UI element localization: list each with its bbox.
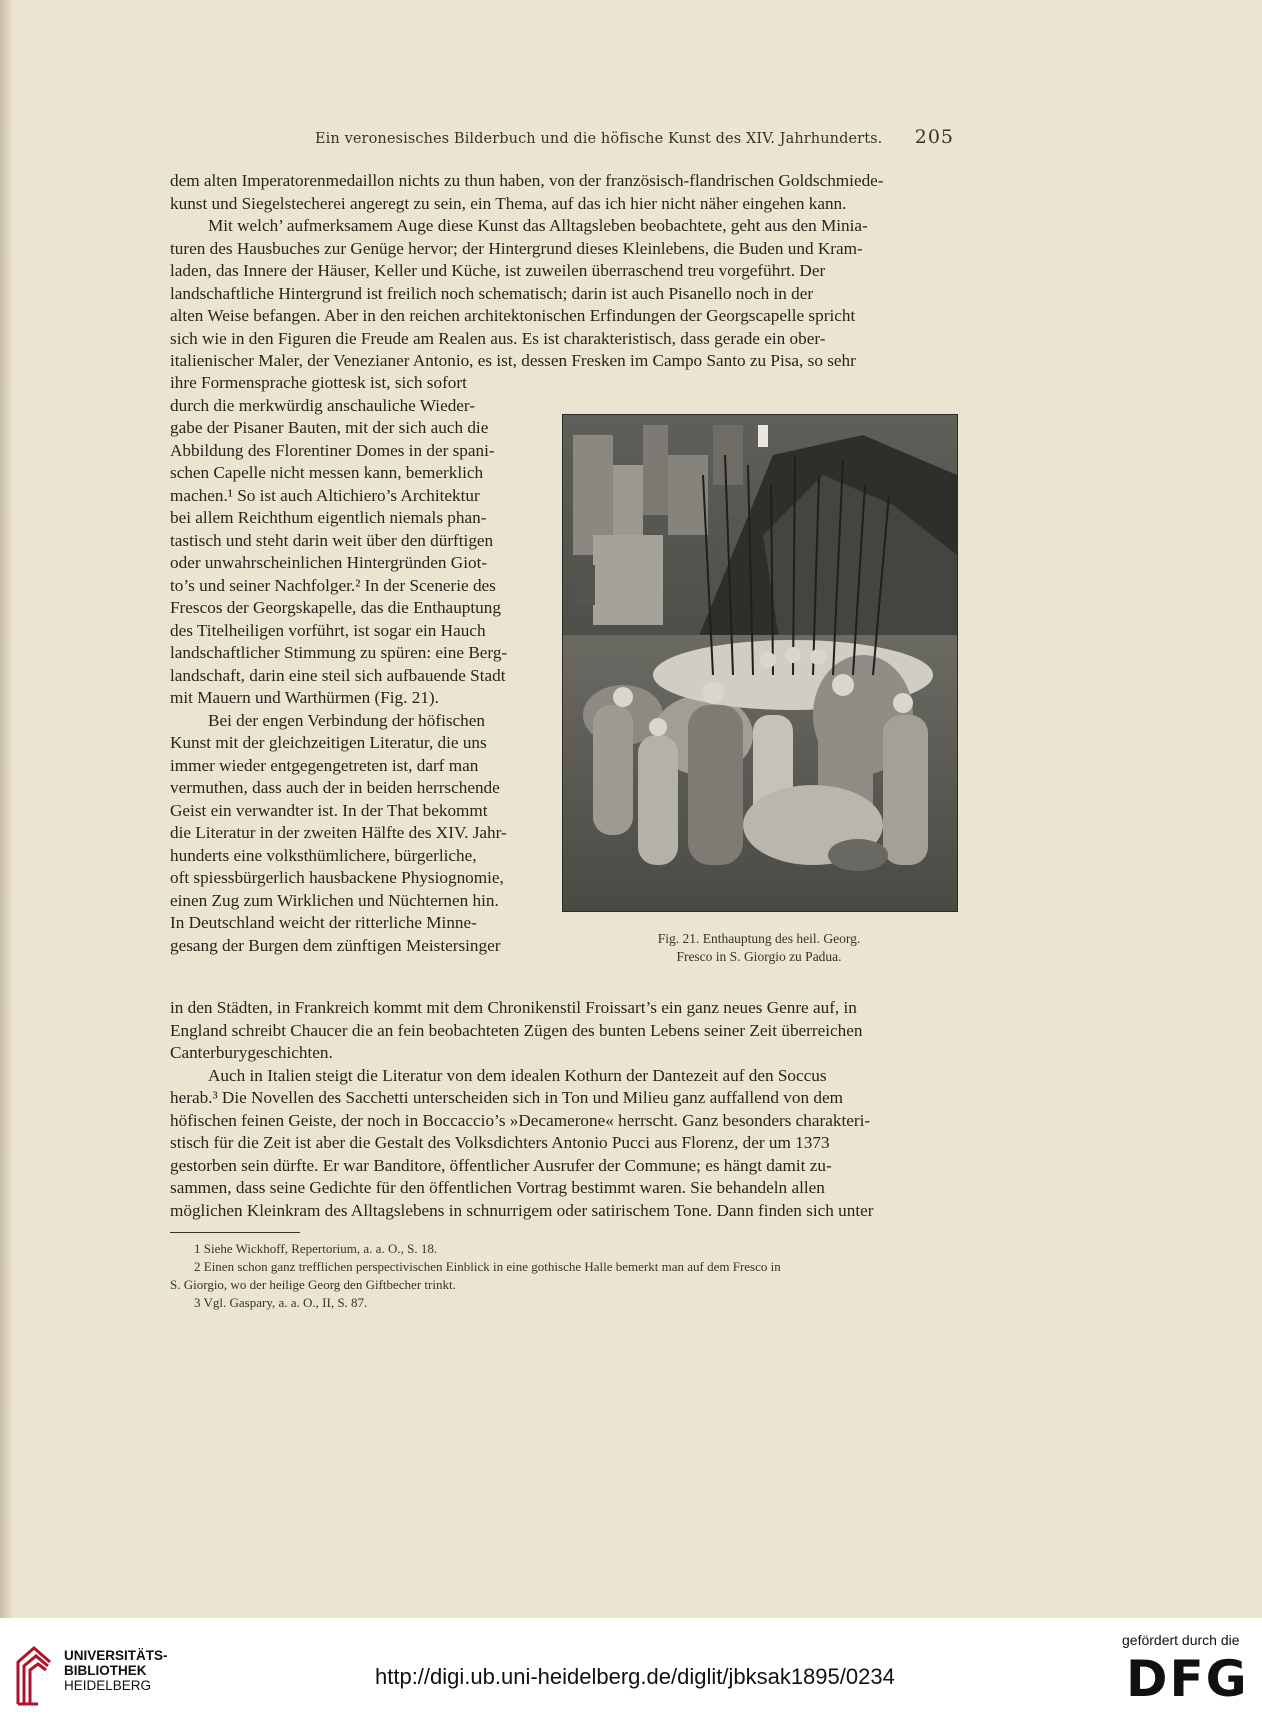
footnote-rule	[170, 1232, 300, 1233]
text-line: Frescos der Georgskapelle, das die Enthauptung	[170, 598, 501, 617]
library-name	[64, 1648, 168, 1693]
text-line: Mit welch’ aufmerksamem Auge diese Kunst das Alltagsleben beobachtete, geht aus den Minia-	[208, 216, 868, 235]
text-line: England schreibt Chaucer die an fein beobachteten Zügen des bunten Lebens seiner Zeit überreichen	[170, 1020, 863, 1040]
text-line: stisch für die Zeit ist aber die Gestalt des Volksdichters Antonio Pucci aus Florenz, der um 1373	[170, 1133, 830, 1152]
footnote: 3 Vgl. Gaspary, a. a. O., II, S. 87.	[194, 1295, 368, 1310]
caption-line: Fig. 21. Enthauptung des heil. Georg.	[657, 931, 861, 946]
text-line: kunst und Siegelstecherei angeregt zu sein, ein Thema, auf das ich hier nicht näher eingehen kann.	[170, 193, 847, 213]
text-line: vermuthen, dass auch der in beiden herrschende	[170, 778, 500, 797]
text-line: höfischen feinen Geiste, der noch in Boccaccio’s »Decamerone« herrscht. Ganz besonders charakteri-	[170, 1110, 871, 1130]
text-line: bei allem Reichthum eigentlich niemals phan-	[170, 508, 487, 527]
figure-caption	[562, 930, 956, 966]
fresco-figure	[562, 414, 958, 912]
text-line: möglichen Kleinkram des Alltagslebens in schnurrigem oder satirischem Tone. Dann finden sich unter	[170, 1200, 874, 1220]
footnotes	[170, 1240, 958, 1312]
text-line: mit Mauern und Warthürmen (Fig. 21).	[170, 688, 439, 707]
text-line: gabe der Pisaner Bauten, mit der sich auch die	[170, 418, 489, 437]
text-line: in den Städten, in Frankreich kommt mit dem Chronikenstil Froissart’s ein ganz neues Genre auf, in	[170, 998, 857, 1017]
text-line: des Titelheiligen vorführt, ist sogar ein Hauch	[170, 620, 486, 640]
footnote: 2 Einen schon ganz trefflichen perspectivischen Einblick in eine gothische Halle bemerkt man auf dem Fresco in	[194, 1259, 781, 1274]
footnote-continuation: S. Giorgio, wo der heilige Georg den Giftbecher trinkt.	[170, 1277, 456, 1292]
fresco-image	[563, 415, 957, 911]
text-line: schen Capelle nicht messen kann, bemerklich	[170, 463, 484, 482]
text-line: machen.¹ So ist auch Altichiero’s Architektur	[170, 485, 480, 505]
text-line: hunderts eine volksthümlichere, bürgerliche,	[170, 845, 477, 865]
text-line: turen des Hausbuches zur Genüge hervor; der Hintergrund dieses Kleinlebens, die Buden und Kram-	[170, 238, 863, 258]
viewer-footer	[0, 1618, 1262, 1717]
text-line: landschaftlicher Stimmung zu spüren: eine Berg-	[170, 643, 508, 662]
library-line: BIBLIOTHEK	[64, 1663, 147, 1678]
page-binding-shadow	[0, 0, 14, 1618]
text-line: dem alten Imperatorenmedaillon nichts zu thun haben, von der französisch-flandrischen Goldschmiede-	[170, 171, 884, 190]
running-header	[170, 126, 960, 154]
funded-by-label: gefördert durch die	[1122, 1632, 1240, 1648]
footnote: 1 Siehe Wickhoff, Repertorium, a. a. O., S. 18.	[194, 1241, 438, 1256]
text-line: to’s und seiner Nachfolger.² In der Scenerie des	[170, 575, 496, 595]
dfg-logo: DFG	[1126, 1650, 1249, 1708]
page-number: 205	[914, 126, 954, 148]
text-line: oder unwahrscheinlichen Hintergründen Giot-	[170, 553, 488, 572]
text-line: Canterburygeschichten.	[170, 1043, 333, 1062]
body-text-bottom	[170, 997, 958, 1222]
running-title: Ein veronesisches Bilderbuch und die höfische Kunst des XIV. Jahrhunderts.	[315, 131, 883, 147]
text-line: durch die merkwürdig anschauliche Wieder-	[170, 395, 476, 415]
body-text-top	[170, 170, 958, 373]
text-line: landschaft, darin eine steil sich aufbauende Stadt	[170, 665, 506, 685]
text-line: Bei der engen Verbindung der höfischen	[208, 710, 485, 730]
text-line: landschaftliche Hintergrund ist freilich noch schematisch; darin ist auch Pisanello noch in der	[170, 283, 814, 303]
text-line: einen Zug zum Wirklichen und Nüchternen hin.	[170, 890, 499, 910]
text-line: gesang der Burgen dem zünftigen Meistersinger	[170, 935, 501, 955]
caption-line: Fresco in S. Giorgio zu Padua.	[676, 949, 842, 964]
text-line: In Deutschland weicht der ritterliche Minne-	[170, 913, 477, 932]
text-line: die Literatur in der zweiten Hälfte des XIV. Jahr-	[170, 823, 507, 842]
text-line: Auch in Italien steigt die Literatur von dem idealen Kothurn der Dantezeit auf den Soccus	[208, 1065, 827, 1085]
text-line: herab.³ Die Novellen des Sacchetti unterscheiden sich in Ton und Milieu ganz auffallend von dem	[170, 1088, 843, 1107]
text-line: sich wie in den Figuren die Freude am Realen aus. Es ist charakteristisch, dass gerade ein ober-	[170, 328, 826, 348]
text-line: alten Weise befangen. Aber in den reichen architektonischen Erfindungen der Georgscapelle spricht	[170, 306, 856, 325]
text-line: Abbildung des Florentiner Domes in der spani-	[170, 440, 495, 460]
library-logo-icon	[14, 1642, 54, 1708]
text-line: Geist ein verwandter ist. In der That bekommt	[170, 800, 488, 820]
text-line: ihre Formensprache giottesk ist, sich sofort	[170, 373, 467, 392]
text-line: sammen, dass seine Gedichte für den öffentlichen Vortrag bestimmt waren. Sie behandeln allen	[170, 1178, 825, 1197]
text-line: oft spiessbürgerlich hausbackene Physiognomie,	[170, 868, 504, 887]
permalink-url[interactable]: http://digi.ub.uni-heidelberg.de/diglit/jbksak1895/0234	[375, 1664, 895, 1689]
text-line: italienischer Maler, der Venezianer Antonio, es ist, dessen Fresken im Campo Santo zu Pisa, so sehr	[170, 351, 856, 370]
text-line: laden, das Innere der Häuser, Keller und Küche, ist zuweilen überraschend treu vorgeführt. Der	[170, 261, 826, 280]
text-line: gestorben sein dürfte. Er war Banditore, öffentlicher Ausrufer der Commune; es hängt damit zu-	[170, 1155, 832, 1175]
text-line: Kunst mit der gleichzeitigen Literatur, die uns	[170, 733, 487, 752]
library-line: UNIVERSITÄTS-	[64, 1648, 168, 1663]
library-line: HEIDELBERG	[64, 1678, 152, 1693]
body-text-column	[170, 372, 530, 957]
text-line: tastisch und steht darin weit über den dürftigen	[170, 530, 494, 550]
text-line: immer wieder entgegengetreten ist, darf man	[170, 755, 479, 775]
